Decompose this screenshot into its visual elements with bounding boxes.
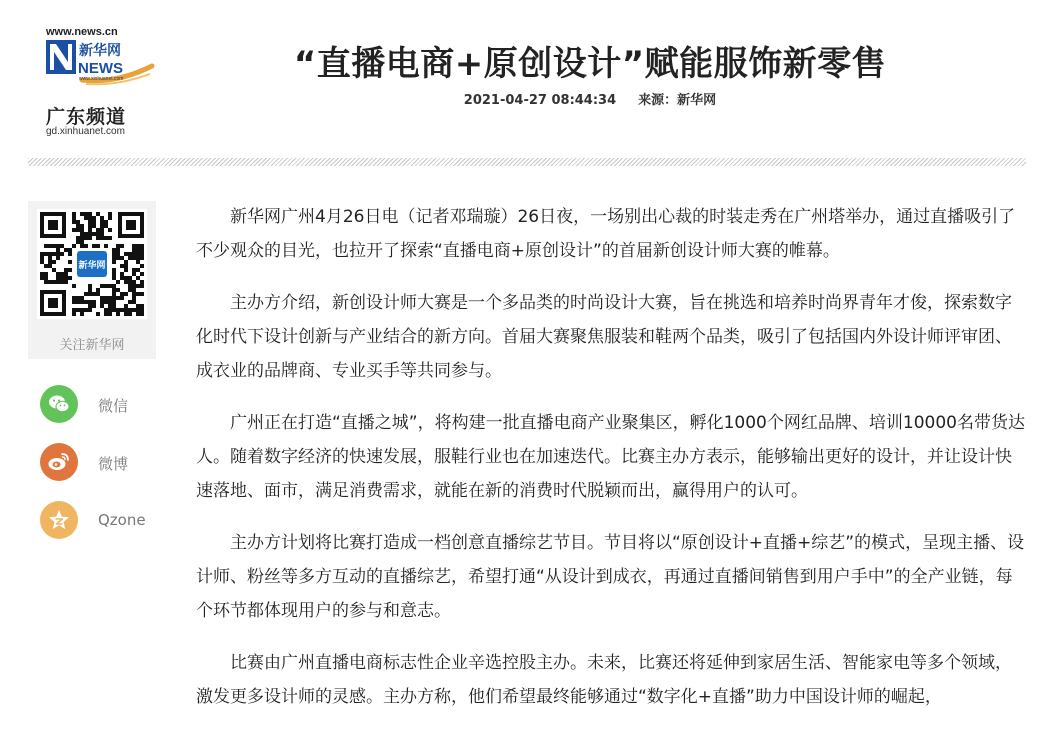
share-weibo-label: 微博 (98, 455, 129, 473)
qr-label: 关注新华网 (59, 338, 125, 353)
wechat-icon (40, 385, 78, 423)
logo-site-url: www.news.cn (46, 26, 118, 38)
xinhua-news-logo-mark (46, 40, 156, 86)
logo-brand: 新华网 (79, 43, 121, 59)
channel-url: gd.xinhuanet.com (46, 126, 125, 137)
article-body (196, 200, 1028, 732)
article-title: “直播电商+原创设计”赋能服饰新零售 (293, 44, 887, 84)
share-wechat-button[interactable] (40, 385, 180, 425)
qr-follow-box (28, 201, 156, 359)
logo-small-url: www.xinhuanet.com (79, 76, 124, 82)
share-qzone-button[interactable] (40, 501, 180, 541)
qr-code (37, 209, 147, 319)
article-paragraph-2: 主办方介绍，新创设计师大赛是一个多品类的时尚设计大赛，旨在挑选和培养时尚界青年才俊，探索数字化时代下设计创新与产业结合的新方向。首届大赛聚焦服装和鞋两个品类，吸引了包括国内外设计师评审团、成衣业的品牌商、专业买手等共同参与。 (196, 293, 1012, 381)
share-wechat-label: 微信 (98, 397, 129, 415)
article-meta (190, 89, 990, 108)
article-paragraph-3: 广州正在打造“直播之城”，将构建一批直播电商产业聚集区，孵化1000个网红品牌、培训10000名带货达人。随着数字经济的快速发展，服鞋行业也在加速迭代。比赛主办方表示，能够输出更好的设计，并让设计快速落地、面市，满足消费需求，就能在新的消费时代脱颖而出，赢得用户的认可。 (196, 413, 1025, 501)
weibo-icon (40, 443, 78, 481)
source-label: 来源： (638, 93, 678, 108)
channel-name: 广东频道 (46, 106, 127, 128)
header-divider (28, 158, 1026, 166)
qzone-icon (40, 501, 78, 539)
logo-news: NEWS (78, 60, 123, 77)
qr-center-text: 新华网 (78, 261, 106, 271)
site-logo[interactable] (44, 26, 174, 138)
article-paragraph-4: 主办方计划将比赛打造成一档创意直播综艺节目。节目将以“原创设计+直播+综艺”的模式，呈现主播、设计师、粉丝等多方互动的直播综艺，希望打通“从设计到成衣，再通过直播间销售到用户手中”的全产业链，每个环节都体现用户的参与和意志。 (196, 533, 1025, 621)
share-weibo-button[interactable] (40, 443, 180, 483)
source-name: 新华网 (677, 93, 717, 108)
share-qzone-label: Qzone (98, 511, 146, 529)
article-paragraph-1: 新华网广州4月26日电（记者邓瑞璇）26日夜，一场别出心裁的时装走秀在广州塔举办，通过直播吸引了不少观众的目光，也拉开了探索“直播电商+原创设计”的首届新创设计师大赛的帷幕。 (196, 207, 1016, 261)
publish-date: 2021-04-27 08:44:34 (463, 93, 617, 108)
article-paragraph-5: 比赛由广州直播电商标志性企业辛选控股主办。未来，比赛还将延伸到家居生活、智能家电等多个领域，激发更多设计师的灵感。主办方称，他们希望最终能够通过“数字化+直播”助力中国设计师的崛起， (196, 653, 1012, 707)
